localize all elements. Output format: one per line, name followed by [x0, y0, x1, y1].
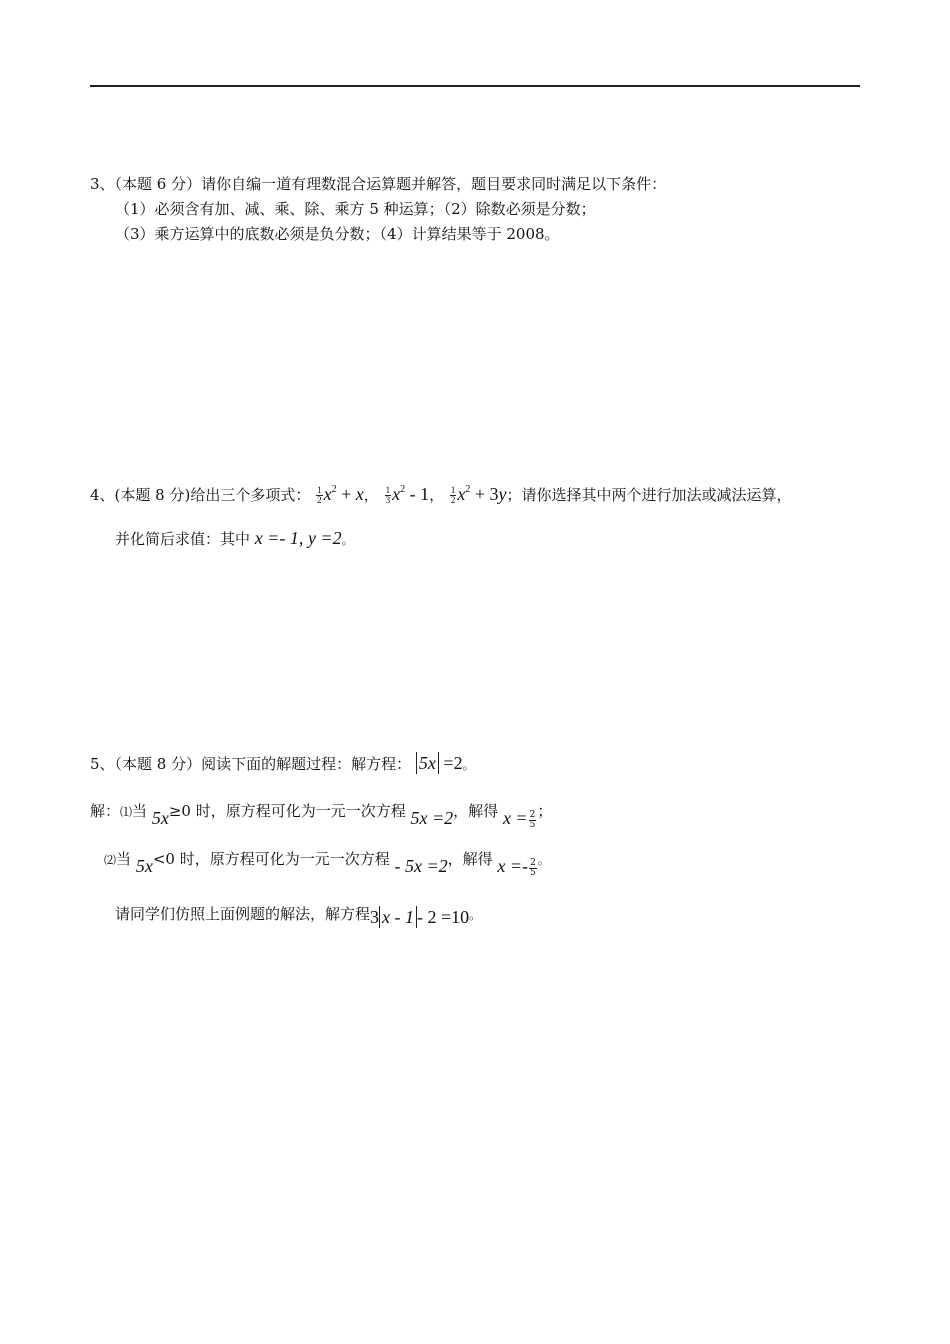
fraction-third: $\frac{1}{3}$	[385, 485, 391, 506]
equation-negative: - 5x =2	[394, 856, 448, 876]
q3-condition-2: （3）乘方运算中的底数必须是负分数；（4）计算结果等于 2008。	[115, 225, 560, 243]
q4-condition-x: x =- 1,	[254, 528, 308, 548]
fraction-half: $\frac{1}{2}$	[317, 485, 322, 506]
q3-title: 3、（本题 6 分）请你自编一道有理数混合运算题并解答，题目要求同时满足以下条件：	[90, 175, 667, 193]
q5-equation: 5x =2	[416, 753, 463, 773]
q4-prefix: 4、(本题 8 分)给出三个多项式：	[90, 486, 311, 504]
q4-suffix: ；请你选择其中两个进行加法或减法运算，	[506, 486, 792, 504]
q5-case-2: ⑵当 5x<0 时，原方程可化为一元一次方程 - 5x =2，解得 x =- $\frac{2}{5}$ 。	[104, 850, 550, 878]
q5-case-1: 解：⑴当 5x≥0 时，原方程可化为一元一次方程 5x =2，解得 x = $\frac{2}{5}$ ；	[90, 802, 553, 830]
q3-condition-1: （1）必须含有加、减、乘、除、乘方 5 种运算；（2）除数必须是分数；	[115, 200, 596, 218]
q4-line-1: 4、(本题 8 分)给出三个多项式： $\frac{1}{2}$ $x^2 + x$， $\frac{1}{3}$ $x^2 - 1$， $\frac{1}{2}$ $x^2 + 3y$；请你选择其中两个进行加法或减法运算，	[90, 484, 792, 506]
fraction-two-fifths: $\frac{2}{5}$	[530, 857, 536, 878]
task-equation: 3 x - 1 - 2 =10	[370, 907, 470, 927]
polynomial-2: $\frac{1}{3}$ $x^2 - 1$	[385, 484, 430, 506]
q5-task: 请同学们仿照上面例题的解法，解方程3 x - 1 - 2 =10。	[115, 905, 482, 927]
polynomial-1: $\frac{1}{2}$ $x^2 + x$	[317, 484, 364, 506]
q5-title: 5、（本题 8 分）阅读下面的解题过程：解方程： 5x =2。	[90, 753, 475, 773]
polynomial-3: $\frac{1}{2}$ $x^2 + 3y$	[450, 484, 507, 506]
fraction-half: $\frac{1}{2}$	[450, 485, 456, 506]
header-rule	[90, 85, 860, 87]
equation-positive: 5x =2	[410, 808, 454, 828]
q4-line-2: 并化简后求值：其中 x =- 1, y =2。	[115, 528, 354, 548]
q4-condition-y: y =2	[307, 528, 342, 548]
fraction-two-fifths: $\frac{2}{5}$	[529, 809, 536, 830]
